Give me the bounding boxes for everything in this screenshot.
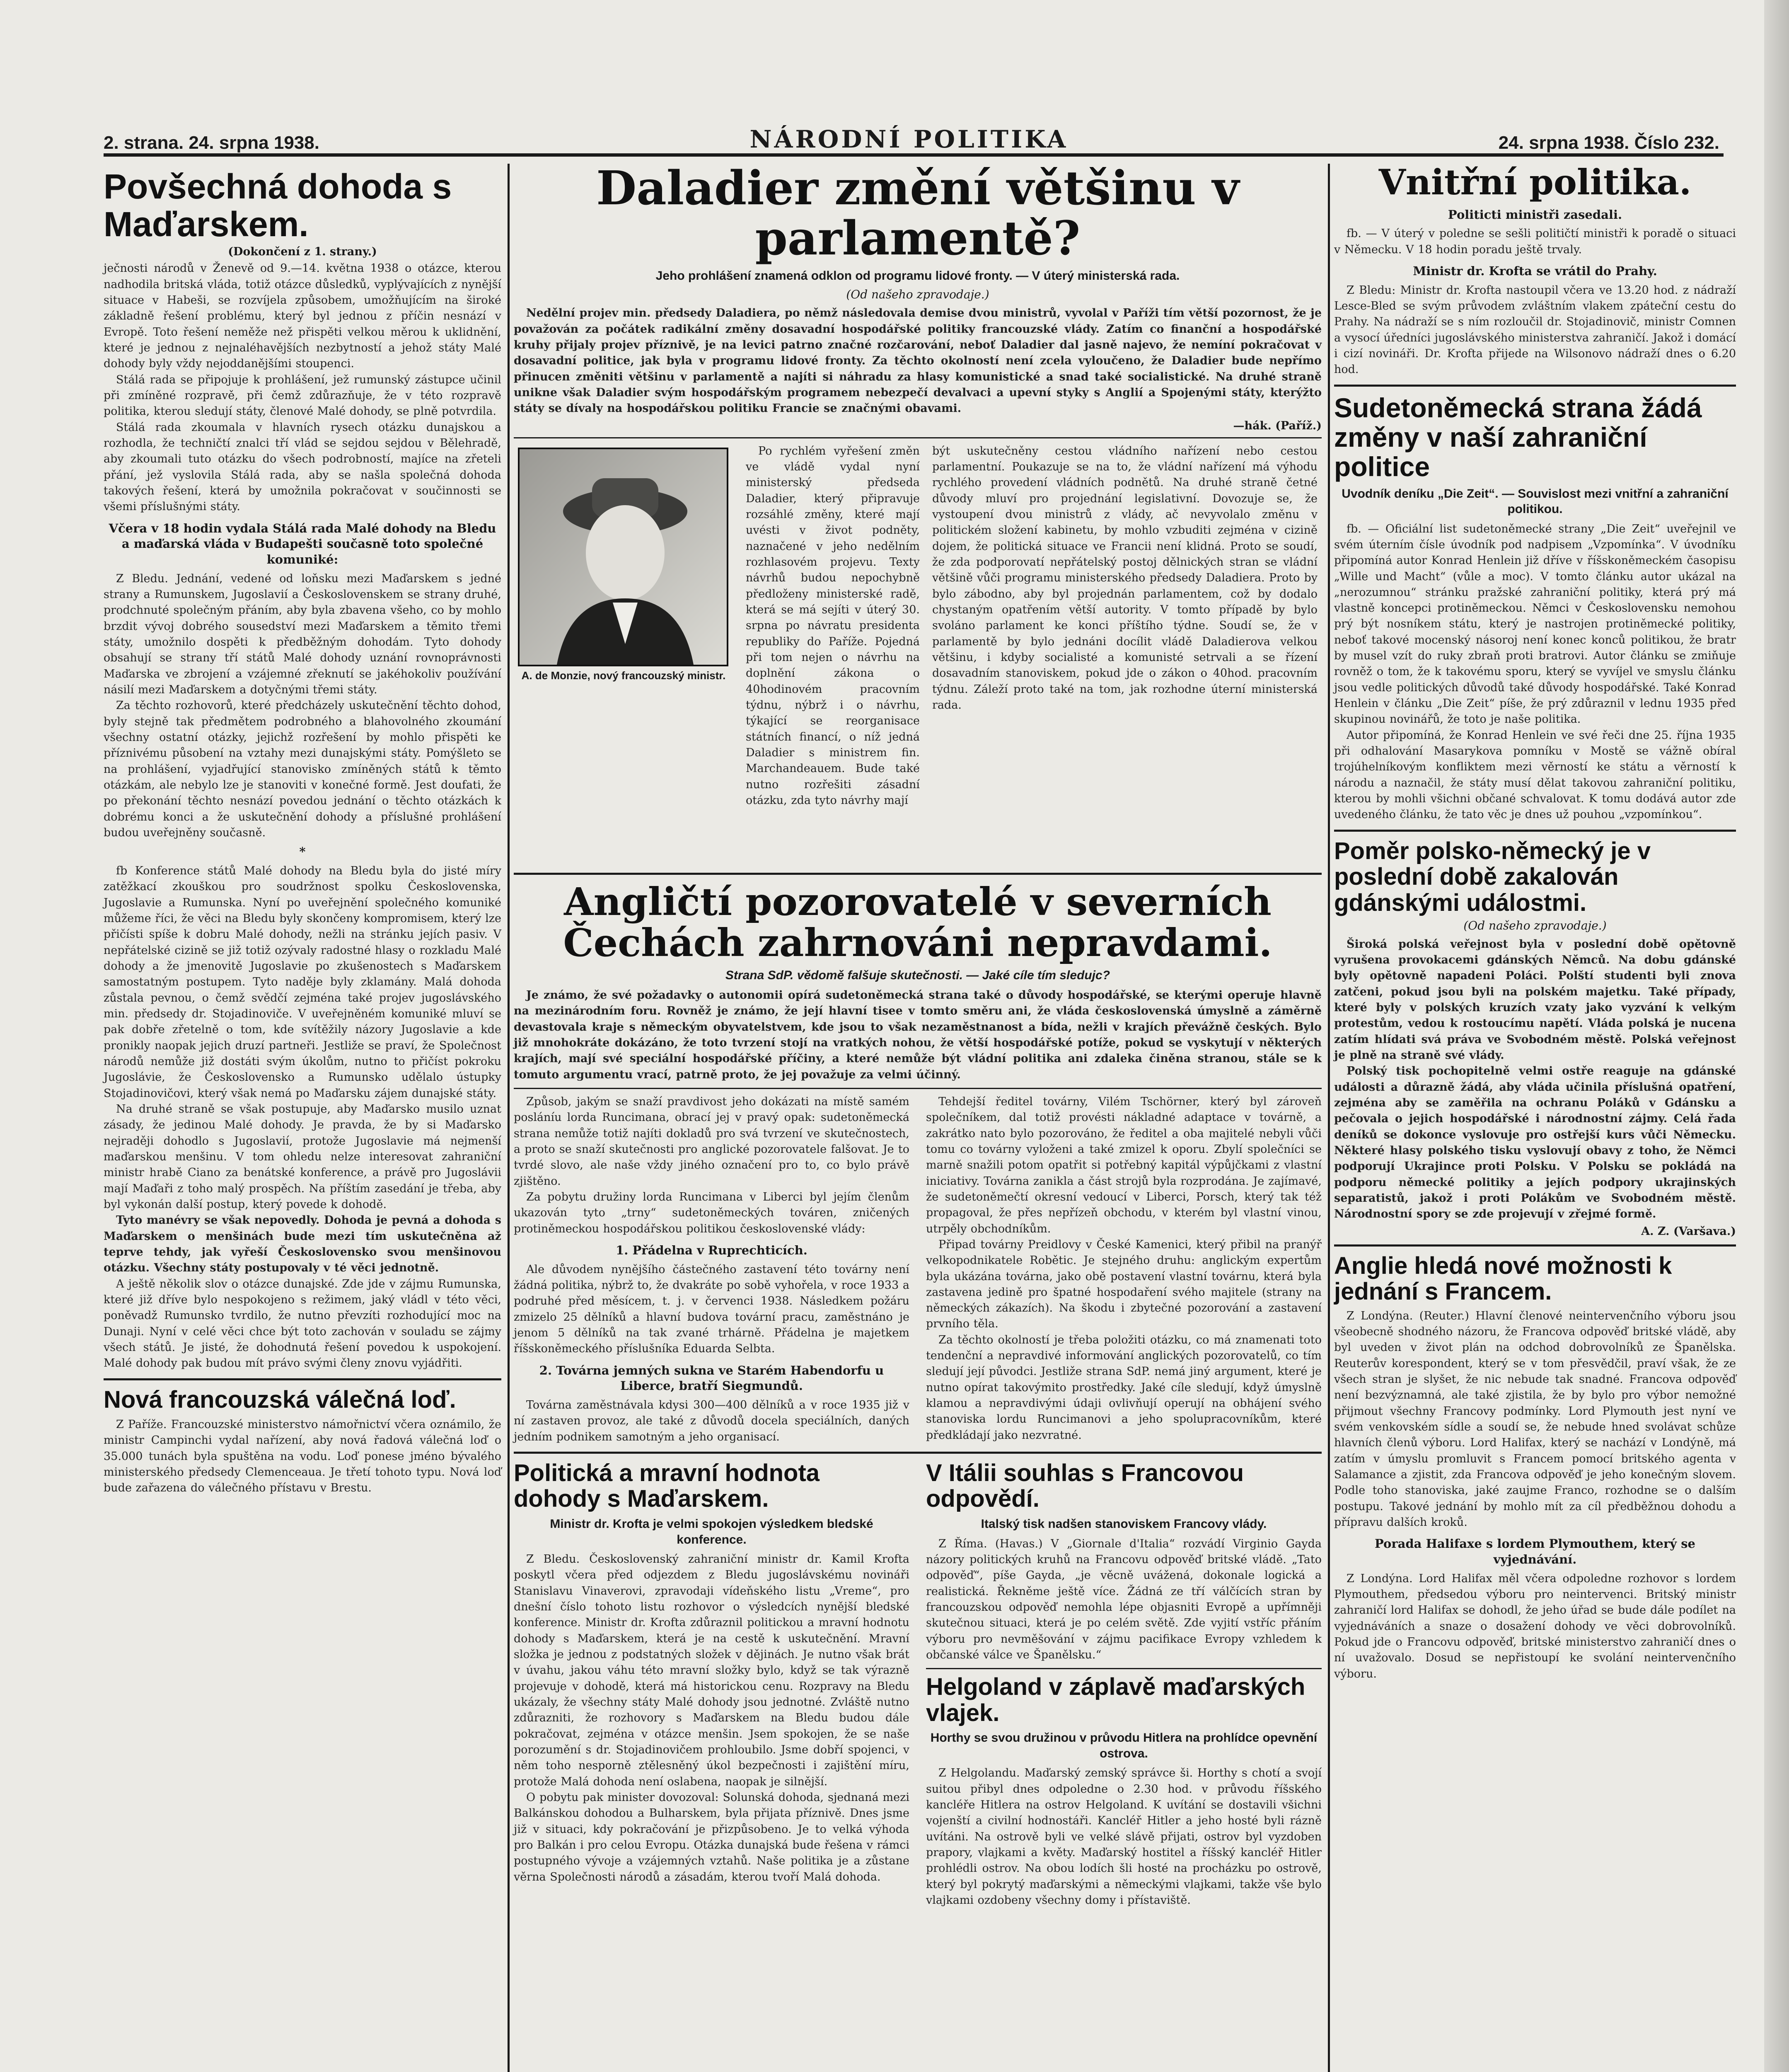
paragraph: Tehdejší ředitel továrny, Vilém Tschörner, který byl zároveň společníkem, dal totiž provésti nákladné adaptace v továrně, a zakrátko nato bylo pozorováno, že ředitel a oba majitelé nebyli vůči tomu co továrny vyloženi a také zmizel k oporu. Zbylí společníci se marně snažili potom opatřit si potřebný kapitál výpůjčkami z vlastní iniciativy. Továrna zanikla a část strojů byla rozprodána. Je zajímavé, že sudetoněmečtí okresní vedoucí v Liberci, Porsch, který tak též propagoval, že přes nepřízeň obchodu, v kterém byl vlastní vinou, utrpěly obchodníkům. (926, 1095, 1322, 1235)
continuation-note: (Dokončení z 1. strany.) (228, 245, 377, 259)
paragraph: Připad továrny Preidlovy v České Kamenici, který přibil na pranýř velkopodnikatele Robětic. Je stejného druhu: anglickým expertům byla ukázána továrna, jako obě postavení vlastní továrnu, která byla zastavena jedině pro špatné hospodaření svého majitele (strany na německých zákazích). Na škodu i zbytečné pozorování a zastavení prvního těla. (926, 1238, 1322, 1331)
paragraph: Stálá rada se připojuje k prohlášení, jež rumunský zástupce učinil při zmíněné rozpravě, při čemž zdůrazňuje, že v této rozpravě politika, kterou sledují státy, členové Malé dohody, se plně potvrdila. (104, 373, 501, 418)
headline-italie: V Itálii souhlas s Francovou odpovědí. (926, 1459, 1244, 1513)
section-rule (514, 1088, 1322, 1089)
helgoland-subheading: Horthy se svou družinou v průvodu Hitlera na prohlídce opevnění ostrova. (930, 1731, 1318, 1760)
headline-helgoland: Helgoland v záplavě maďarských vlajek. (926, 1673, 1305, 1726)
section-rule (514, 437, 1322, 438)
headline-polsko-nemecky: Poměr polsko-německý je v poslední době zakalován gdánskými událostmi. (1334, 837, 1651, 916)
masthead (104, 124, 1719, 153)
portrait-photo (518, 448, 728, 666)
paragraph: Způsob, jakým se snaží pravdivost jeho dokázati na místě samém posláníu lorda Runcimana, obrací jej v pravý opak: sudetoněmecká strana nemůže totiž najíti dokladů pro svá tvrzení ve skutečnostech, a proto se snaží skutečnosti pro anglické pozorovatele falšovat. Je to tvrdé slovo, ale naše vždy jiného označení pro to, co bylo právě zjištěno. (514, 1095, 909, 1188)
section-rule (1334, 1244, 1736, 1247)
headline-sudetonemecka-strana: Sudetoněmecká strana žádá změny v naší zahraniční politice (1334, 392, 1702, 482)
paragraph: Za těchto rozhovorů, které předcházely uskutečnění těchto dohod, byly stejně tak předmětem podrobného a blahovolného zkoumání všechny ostatní otázky, jejichž rozřešení by mohlo přispěti ke příznivému působení na vztahy mezi dunajskými státy. Pomýšleto se na prohlášení, vyjadřující stanovisko zmíněných států k těmto otázkám, ale nebylo lze je stanoviti v konečné formě. Jest doufati, že po překonání těchto nesnází povedou jednání o těchto otázkách k dobrému konci a že uskutečnění dohody a příslušné prohlášení budou uveřejněny současně. (104, 699, 501, 839)
byline: A. Z. (Varšava.) (1641, 1225, 1736, 1238)
newspaper-title: NÁRODNÍ POLITIKA (749, 125, 1069, 153)
column-right (1334, 164, 1736, 1682)
lead-paragraph: Je známo, že své požadavky o autonomii opírá sudetoněmecká strana také o důvody hospodářské, se kterými operuje hlavně na mezinárodním foru. Rovněž je známo, že její hlavní tisee v tomto směru ani, že vláda československá úmyslně a záměrně devastovala kraje s německým obyvatelstvem, kde jsou to však nezaměstnanost a bída, nežli v krajích převážně českých. Bylo již mnohokráte dokázáno, že toto tvrzení stojí na vratkých nohou, že větší hospodářské potíže, pokud se vyskytují v některých krajích, mají své speciální hospodářské příčiny, a které nemůže být vládní politika ani zdaleka činěna stranou, stále se k tomuto argumentu vrací, patrně proto, že jej považuje za velmi účinný. (514, 988, 1322, 1081)
paragraph-bold: Tyto manévry se však nepovedly. Dohoda je pevná a dohoda s Maďarskem o menšinách bude mezi tím uskutečněna až teprve tehdy, jak vyřeší Československo svou menšinovou otázku. Všechny státy postupovaly v té věci jednotně. (104, 1214, 501, 1275)
portrait-image (520, 449, 727, 665)
section-heading: Politicti ministři zasedali. (1448, 207, 1622, 222)
column-left (104, 164, 501, 1496)
paragraph: Z Londýna. Lord Halifax měl včera odpoledne rozhovor s lordem Plymouthem, předsedou výboru pro neintervenci. Britský ministr zahraničí lord Halifax se dohodl, že jeho úřad se bude dále podílet na vyjednáváních a snaze o dosažení dohody ve věci dobrovolníků. Pokud jde o Francovu odpověď, britské ministerstvo zahraničí dnes o ní uvažovalo. Dosud se nepřistoupí ke svolání neintervenčního výboru. (1334, 1572, 1736, 1680)
paragraph: Autor připomíná, že Konrad Henlein ve své řeči dne 25. října 1935 při odhalování Masarykova pomníku v Mostě se vážně obíral trojúhelníkovým konfliktem mezi věrností ke státu a věrností k národu a naznačil, že státy musí dělat takovou zahraniční politiku, kterou by mohli všichni občané schvalovat. K tomu dodává autor zde uvedeného článku, že tato věc je dnes už pouhou „vzpomínkou“. (1334, 729, 1736, 821)
section-rule (1334, 830, 1736, 832)
politicka-hodnota-subheading: Ministr dr. Krofta je velmi spokojen výsledkem bledské konference. (550, 1517, 873, 1547)
pozorovatele-columns (514, 1094, 1322, 1445)
right-lower-articles (926, 1460, 1322, 1909)
paragraph: Za pobytu družiny lorda Runcimana v Liberci byl jejím členům ukazován tyto „trny“ sudetoněmeckých továren, zničených protiněmeckou hospodářskou politikou československé vlády: (514, 1190, 909, 1235)
paragraph: fb. — Oficiální list sudetoněmecké strany „Die Zeit“ uveřejnil ve svém úterním čísle úvodník pod nadpisem „Vzpomínka“. V úvodníku připomíná autor Konrad Henlein již dříve v říšskoněmeckém časopisu „Wille und Macht“ (vůle a moc). V tomto článku autor ukázal na „nerozumnou“ stránku pražské zahraniční politiky, která prý má vlastně koncepci protiněmeckou. Němci v Československu nemohou prý být nosníkem státu, který je nastrojen protiněmecké politiky, neboť takové mocenský násoroj není konec konců politikou, že bratr by musel vzít do ruky zbraň proti bratrovi. Autor článku se zmiňuje rovněž o tom, že k takovému sporu, který se vyvíjel ve smyslu článku jsou vedle politických důvodů také důvody hospodářské. Také Konrad Henlein v článku „Die Zeit“ píše, že prý zdůraznil v lednu 1935 před skupinou novinářů, že toto je naše politika. (1334, 522, 1736, 726)
header-left: 2. strana. 24. srpna 1938. (104, 133, 319, 153)
section-rule (104, 1378, 501, 1380)
headline-anglie-franco: Anglie hledá nové možnosti k jednání s Francem. (1334, 1252, 1672, 1305)
headline-politicka-hodnota: Politická a mravní hodnota dohody s Maďarskem. (514, 1459, 820, 1513)
paragraph: O pobytu pak minister dovozoval: Solunská dohoda, sjednaná mezi Balkánskou dohodou a Bulharskem, byla přijata příznivě. Dnes jsme již v situaci, kdy pokračování je přizpůsobeno. Je to velká výhoda pro Balkán i pro celou Evropu. Otázka dunajská bude řešena v rámci postupného vývoje a vzájemných vztahů. Naše politika je a zůstane věrna Společnosti národů a zásadám, kterou tvoří Malá dohoda. (514, 1791, 909, 1883)
paragraph: být uskutečněny cestou vládního nařízení nebo cestou parlamentní. Poukazuje se na to, že vládní nařízení má výhodu rychlého provedení vládních podnětů. Na druhé straně četné důvody mluví pro projednání legislativní. Dovozuje se, že vystoupení dvou ministrů z vlády, ač nevyvolalo změnu v politickém složení kabinetu, by mohlo vzbuditi zejména v cizině dojem, že politická situace ve Francii není klidná. Proto se soudí, že zda podporovatí nepřátelský postoj dělnických stran se vládní většině vůči programu ministerského předsedy Daladiera. Proto by bylo zábodno, aby byl projednán parlamentem, což by dodalo chystaným opatřením větší autority. V tomto případě by bylo svoláno parlament ke konci příštího týdne. Soudí se, že v parlamentě by bylo jednáni docílit vládě Daladierova velkou většinu, i kdyby socialisté a komunisté setrvali a se řízení dosavadním stanoviskem, pokud jde o zákon o 40hod. pracovním týdnu. Záleží proto také na tom, jak rozhodne úterní ministerská rada. (932, 444, 1318, 712)
paragraph: ječnosti národů v Ženevě od 9.—14. května 1938 o otázce, kterou nadhodila britská vláda, totiž otázce důsledků, vyplývajících z nynější situace v Habeši, se rozvíjela způsobem, umožňujícím na široké základně řešení problému, který byl jednou z příčin nesnází v Evropě. Toto řešení neměže než přispěti velkou měrou k uklidnění, které je jednou z nejnaléhavějších nezbytností a jehož státy Malé dohody byly vždy nejoddanějšími stoupenci. (104, 262, 501, 370)
headline-dohoda-madarsko: Povšechná dohoda s Maďarskem. (104, 167, 452, 244)
daladier-body (514, 443, 1322, 866)
section-rule (1334, 385, 1736, 387)
paragraph: Z Bledu. Jednání, vedené od loňsku mezi Maďarskem s jedné strany a Rumunskem, Jugoslavií a Československem se strany druhé, prodchnuté společným přáním, aby byla zbavena všeho, co by mohlo brzdit vývoj dobrého sousedství mezi Maďarskem a těmito třemi státy, umožnilo dospěti k předběžným dohodám. Tyto dohody obsahují se strany tří států Malé dohody uznání rovnoprávnosti Maďarska ve zbrojení a vzájemné zřeknutí se jakéhokoliv používání násilí mezi Maďarskem a dotyčnými třemi státy. (104, 572, 501, 697)
pozorovatele-subheading: Strana SdP. vědomě falšuje skutečnosti. — Jaké cíle tím sledujc? (725, 968, 1110, 983)
paragraph: Na druhé straně se však postupuje, aby Maďarsko musilo uznat zásady, že jedinou Malé dohody. Je pravda, že by si Maďarsko nejraději dohodlo s Jugoslavií, protože Jugoslavie má nejmenší maďarskou menšinu. V tom ohledu nelze interesovat zahraniční ministr hrabě Ciano za benátské konference, a právě pro Jugoslávii mají Maďaři z toho malý prospěch. Na příštím zasedání je třeba, aby byl vykonán další postup, který povede k dohodě. (104, 1102, 501, 1211)
paragraph: Továrna zaměstnávala kdysi 300—400 dělníků a v roce 1935 již v ní zastaven provoz, ale také z důvodů docela speciálních, daných jedním podnikem samotným a jeho organisací. (514, 1398, 909, 1443)
headline-anglicti-pozorovatele: Angličtí pozorovatelé v severních Čechách zahrnováni nepravdami. (563, 879, 1272, 966)
lead-paragraph: Nedělní projev min. předsedy Daladiera, po němž následovala demise dvou ministrů, vyvolal v Paříži tím větší pozornost, že je považován za počátek radikální změny dosavadní hospodářské politiky francouzské vlády. Zatím co finanční a hospodářské kruhy přijaly projev příznivě, je na levici patrno značné rozčarování, neboť Daladier dal jasně najevo, že nemíní pokračovat v dosavadní politice, jak byla v programu lidové fronty. Za těchto okolností není zcela vyloučeno, že Daladier bude nepřímo přinucen změniti většinu v parlamentě a najíti si náhradu za hlasy komunistické a snad také socialistické. Na druhé straně unikne však Daladier svým hospodářským programem nebezpečí devalvaci a upevní styky s Anglií a Spojenými státy, kterýžto státy se dívaly na hospodářskou politiku Francie se značnými obavami. (514, 307, 1322, 415)
top-rule (104, 153, 1724, 157)
column-rule-2 (1328, 164, 1330, 2072)
paragraph: Po rychlém vyřešení změn ve vládě vydal nyní ministerský předseda Daladier, který připravuje rozsáhlé změny, které mají uvésti v život podněty, naznačené v jeho nedělním rozhlasovém projevu. Texty návrhů budou nepochybně předloženy ministerské radě, která se má sejíti v úterý 30. srpna po návratu presidenta republiky do Paříže. Pojedná při tom nejen o návrhu na doplnění zákona o 40hodinovém pracovním týdnu, nýbrž i o návrhu, týkající se reorganisace státních financí, o níž jedná Daladier s ministrem fin. Marchandeauem. Bude také nutno rozřešiti zásadní otázku, zda tyto návrhy mají (746, 444, 920, 807)
paragraph: fb. — V úterý v poledne se sešli političtí ministři k poradě o situaci v Německu. V 18 hodin poradu ještě trvaly. (1334, 227, 1736, 256)
lower-middle-columns (514, 1460, 1322, 1909)
asterisk-divider: * (299, 845, 306, 859)
paragraph: Stálá rada zkoumala v hlavních rysech otázku dunajskou a rozhodla, že techničtí znalci tří vlád se sejdou sejdou v Bělehradě, aby zkoumali tuto otázku do všech podrobností, majíce na zřeteli přání, jež vyslovila Stálá rada, aby se našla společná dohoda takových řešení, která by umožnila pokračovat v součinnosti se všemi příslušnými státy. (104, 421, 501, 513)
source-note: (Od našeho zpravodaje.) (846, 288, 989, 302)
paragraph: Z Londýna. (Reuter.) Hlavní členové neintervenčního výboru jsou všeobecně shodného názoru, že Francova odpověď britské vládě, aby byl uveden v život plán na odchod dobrovolníků ze Španělska. Reuterův korespondent, který se v tom přesvědčil, praví však, že ze všech stran je slyšet, že nic nebude tak snadné. Francova odpověď není bezvýznamná, ale také zjistila, že by bylo pro výbor nemožné přijmout všechny Francovy podmínky. Lord Plymouth jest nyní ve svém venkovském sídle a soudí se, že nebude hned svolávat schůze hlavních členů výboru. Lord Halifax, který se nachází v Londýně, má zatím v úmyslu promluvit s Francem pomocí britského agenta v Salamance a zjistit, zda Francova odpověď je jeho konečným slovem. Podle toho stanoviska, jaké zaujme Franco, rozhodne se o dalším postupu. Takové jednání by mohlo mít za cíl předběžnou dohodu a přípravu dalších kroků. (1334, 1309, 1736, 1529)
paragraph: Široká polská veřejnost byla v poslední době opětovně vyrušena provokacemi gdánských Němců. Na dobu gdánské byly opětovně napadeni Poláci. Polští studenti byli znova zatčeni, pokud jsou byli na polském majetku. Také případy, které byly v polských kruzích vzaty jako vyzvání k velkým protestům, vedou k rostoucímu napětí. Vláda polská je nucena zatím hlídati svá práva ve Svobodném městě. Polská veřejnost je plně na straně své vlády. (1334, 937, 1736, 1062)
section-rule (514, 873, 1322, 875)
header-right: 24. srpna 1938. Číslo 232. (1498, 133, 1719, 153)
section-heading: 2. Továrna jemných sukna ve Starém Habendorfu u Liberce, bratří Siegmundů. (539, 1363, 884, 1393)
section-rule (514, 1452, 1322, 1454)
paragraph: Ale důvodem nynějšího částečného zastavení této továrny není žádná politika, nýbrž to, že dvakráte po sobě vyhořela, v roce 1933 a podruhé před měsícem, t. j. v červenci 1938. Následkem požáru zmizelo 25 dělníků a hlavní budova tovární pracu, zaměstnáno je jenom 5 dělníků na tak zvané trhárně. Přádelna je majetkem říšskoněmeckého příslušníka Eduarda Selbta. (514, 1263, 909, 1356)
paragraph: A ještě několik slov o otázce dunajské. Zde jde v zájmu Rumunska, které již dříve bylo nespokojeno s režimem, jaký vládl v této věci, poněvadž Rumunsko tvrdilo, že nutno převzíti rozhodující moc na Dunaji. Nyní v celé věci chce být toto zachován v souladu se zájmy všech států. Je jisté, že dohodnutá řešení povedou k uspokojení. Malé dohody pak budou mít právo svými členy znovu vyjádřiti. (104, 1277, 501, 1370)
politicka-hodnota-article (514, 1460, 909, 1909)
pozorovatele-col-a (514, 1094, 909, 1445)
section-heading: Porada Halifaxe s lordem Plymouthem, který se vyjednávání. (1374, 1537, 1696, 1567)
photo-caption: A. de Monzie, nový francouzský ministr. (521, 669, 726, 682)
pozorovatele-col-b (926, 1094, 1322, 1445)
headline-daladier: Daladier změní většinu v parlamentě? (596, 161, 1239, 266)
page-edge-shadow (1764, 0, 1789, 2072)
daladier-subheading: Jeho prohlášení znamená odklon od programu lidové fronty. — V úterý ministerská rada. (655, 269, 1180, 283)
column-middle (514, 161, 1322, 1908)
paragraph: Za těchto okolností je třeba položiti otázku, co má znamenati toto tendenční a nepravdivé informování anglických pozorovatelů, co tím sledují její původci. Jestliže strana SdP. nemá jiný argument, které je nutno opírat takovýmito prostředky. Jaké cíle sledují, když úmyslně klamou a nepravdivými údaji ovlivňují operují na obhájení svého stanoviska lordu Runcimanovi a jeho spolupracovníkům, které předkládají jako nezvratné. (926, 1333, 1322, 1442)
paragraph: Z Říma. (Havas.) V „Giornale d'Italia“ rozvádí Virginio Gayda názory politických kruhů na Francovu odpověď britské vládě. „Tato odpověď“, píše Gayda, „je věcně uvážená, dokonale logická a realistická. Řekněme ještě více. Žádná ze tří válčících stran by francouzskou odpověď nemohla lépe objasniti Evropě a upřímněji skutečnou situaci, která je po celém světě. Zde vyjití vstříc přáním výboru pro nevměšování v zájmu pacifikace Evropy vzhledem k občanské válce ve Španělsku.“ (926, 1537, 1322, 1661)
section-rule (926, 1668, 1322, 1669)
section-heading: Ministr dr. Krofta se vrátil do Prahy. (1413, 264, 1657, 278)
headline-vnitrni-politika: Vnitřní politika. (1378, 162, 1692, 203)
paragraph: Z Bledu: Ministr dr. Krofta nastoupil včera ve 13.20 hod. z nádraží Lesce-Bled se svým průvodem zvláštním vlakem zpáteční cestu do Prahy. Na nádraží se s ním rozloučil dr. Stojadinovič, ministr Comnen a vysocí úředníci jugoslávského ministerstva zahraničí. Jakož i domácí i cizí novináři. Dr. Krofta přijede na Wilsonovo nádraží dnes o 6.20 hod. (1334, 283, 1736, 376)
headline-valecna-lod: Nová francouzská válečná loď. (104, 1386, 456, 1413)
paragraph: Z Helgolandu. Maďarský zemský správce ši. Horthy s chotí a svojí suitou přibyl dnes odpoledne o 2.30 hod. v průvodu říšského kancléře Hitlera na ostrov Helgoland. K uvítání se dostavili všichni vojenští a civilní hodnostáři. Kancléř Hitler a jeho hosté byli rázně uvítáni. Na ostrově byli ve velké slávě přijati, ostrov byl vyzdoben prapory, vlajkami a květy. Maďarský hostitel a říšský kancléř Hitler prohlédli ostrov. Na obou lodích šli hosté na procházku po ostrově, který byl pokrytý maďarskými a německými vlajkami, takže vše bylo vlajkami ozdobeny všechny domy i přístaviště. (926, 1767, 1322, 1907)
sudetonemecka-subheading: Uvodník deníku „Die Zeit“. — Souvislost mezi vnitřní a zahraniční politikou. (1342, 487, 1729, 516)
paragraph: Polský tisk pochopitelně velmi ostře reaguje na gdánské události a důrazně žádá, aby vláda učinila příslušná opatření, zejména aby se zaměřila na ochranu Poláků v Gdánsku a pečovala o jejich hospodářské i národnostní zájmy. Celá řada deníků se dokonce vyslovuje pro ostřejší kurs vůči Německu. Některé hlasy polského tisku vyslovují obavy z toho, že Němci podporují Ukrajince proti Polsku. V Polsku se pokládá na podporu německé politiky a jejích podpory ukrajinských separatistů, jakož i proti Polákům ve Svobodném městě. Národnostní spory se zde projevují v zřejmé formě. (1334, 1065, 1736, 1221)
column-rule-1 (508, 164, 510, 2072)
paragraph: Z Bledu. Československý zahraniční ministr dr. Kamil Krofta poskytl včera před odjezdem z Bledu jugoslávskému novináři Stanislavu Vinaverovi, zpravodaji vídeňského listu „Vreme“, pro dnešní číslo tohoto listu rozhovor o výsledcích nynější bledské konference. Ministr dr. Krofta zdůraznil politickou a mravní hodnotu dohody s Maďarskem, která je na cestě k uskutečnění. Mravní složka je jednou z podstatných složek v dějinách. Je nutno však brát v úvahu, jakou váhu této mravní složky bylo, když se tak výrazně projevuje v dohodě, která má historickou cenu. Rozpravy na Bledu ukázaly, že všechny státy Malé dohody jsou jednotné. Zvláště nutno zdůrazniti, že rozhovory s Maďarskem na Bledu budou dále pokračovat, zejména v otázce menšin. Jsem spokojen, že se naše porozumění s dr. Stojadinovičem prohloubilo. Jsme dobří spojenci, v něm toho nesporně ztělesněný úkol bezpečnosti i zajištění míru, protože Malá dohoda není oslabena, naopak je silnější. (514, 1553, 909, 1788)
byline: —hák. (Paříž.) (1233, 419, 1322, 432)
subheading: Včera v 18 hodin vydala Stálá rada Malé dohody na Bledu a maďarská vláda v Budapešti současně toto společné komuniké: (109, 521, 496, 567)
source-note: (Od našeho zpravodaje.) (1463, 918, 1607, 932)
paragraph: fb Konference států Malé dohody na Bledu byla do jisté míry zatěžkací zkouškou pro soudržnost spolku Československa, Jugoslavie a Rumunska. Nyní po uveřejnění společného komuniké můžeme říci, že věci na Bledu byly skončeny kompromisem, který lze přičísti spíše k dobru Malé dohody, nežli na stránku jejích pasiv. V nepřátelské cizině se již totiž ozývaly radostné hlasy o rozkladu Malé dohody a že jmenovitě Jugoslavie po zkušenostech s Maďarskem samostatným postupem. Tyto naděje byly zklamány. Malá dohoda zůstala pevnou, o čemž svědčí zejména také projev jugoslávského min. předsedy dr. Stojadinoviče. V uveřejněném komuniké mluví se pak dobře zřetelně o tom, kde svítěžily názory Jugoslavie a kde pronikly naopak jejich druzí partneři. Jestliže se praví, že Společnost národů nemůže již dostáti svým úkolům, nutno to přičíst pokroku Jugoslávie, že Československo a Rumunsko udělalo ústupky Stojadinovičovi, který však nemá po Maďarsku zájem dunajské státy. (104, 864, 501, 1100)
paragraph: Z Paříže. Francouzské ministerstvo námořnictví včera oznámilo, že ministr Campinchi vydal nařízení, aby nová řadová válečná loď o 35.000 tunách byla spuštěna na vodu. Loď ponese jméno bývalého ministerského předsedy Clemenceaua. Je třetí tohoto typu. Nová loď bude zařazena do válečného přístavu v Brestu. (104, 1418, 501, 1495)
section-heading: 1. Přádelna v Ruprechticích. (616, 1243, 807, 1257)
italie-subheading: Italský tisk nadšen stanoviskem Francovy vlády. (981, 1517, 1267, 1531)
